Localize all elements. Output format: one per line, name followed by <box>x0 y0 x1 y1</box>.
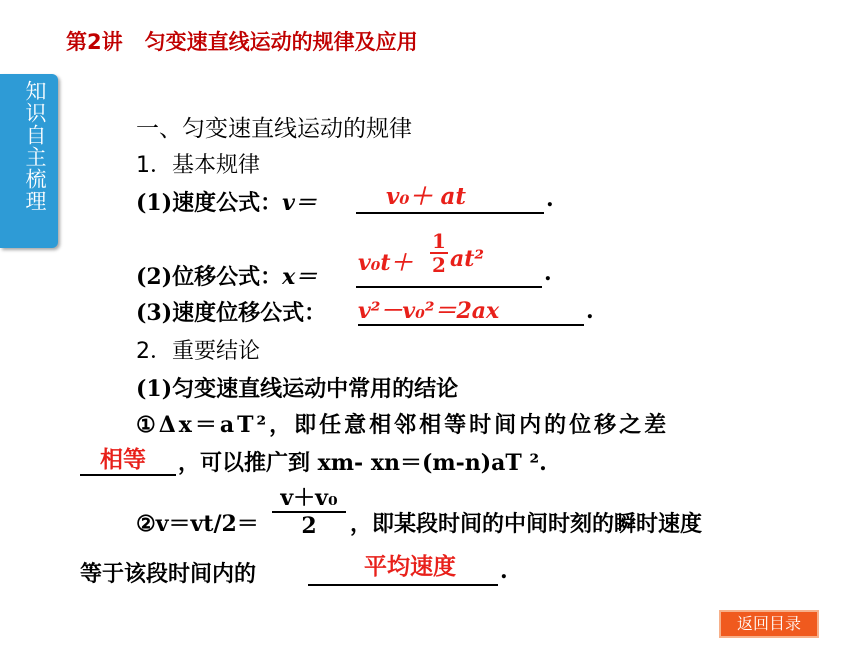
vd-label: (3)速度位移公式： <box>136 300 327 326</box>
displacement-var: x＝ <box>282 264 318 290</box>
displacement-blank <box>356 286 542 288</box>
conclusion-2-tail: ，即某段时间的中间时刻的瞬时速度 <box>350 511 703 537</box>
c2-fraction-denominator: 2 <box>301 513 317 539</box>
conclusion-1-answer: 相等 <box>100 447 146 473</box>
conclusion-2-fraction <box>272 486 346 538</box>
c2-fraction-numerator: v＋v₀ <box>280 485 338 511</box>
conclusion-1-tail: ，可以推广到 xm- xn＝(m-n)aT ². <box>178 450 547 476</box>
vd-answer: v²－v₀²＝2ax <box>358 298 500 324</box>
velocity-blank <box>356 212 544 214</box>
conclusion-1-text: ①Δx＝aT²，即任意相邻相等时间内的位移之差 <box>136 412 670 438</box>
lecture-number: 第2讲 <box>66 30 123 54</box>
displacement-answer-a: v₀t＋ <box>358 250 413 276</box>
velocity-formula-line <box>136 186 317 217</box>
subheading-conclusions: 2．重要结论 <box>136 339 260 364</box>
fraction-numerator: 1 <box>432 229 446 253</box>
period-1: . <box>546 186 554 212</box>
displacement-answer-b: at² <box>450 246 485 272</box>
period-4: . <box>500 558 508 584</box>
displacement-fraction <box>430 230 448 276</box>
side-tab-label: 知识自主梳理 <box>23 80 47 212</box>
displacement-formula-line <box>136 260 317 291</box>
velocity-label: (1)速度公式： <box>136 190 283 216</box>
fraction-denominator: 2 <box>432 253 446 277</box>
velocity-var: v＝ <box>282 190 317 216</box>
period-3: . <box>586 298 594 324</box>
side-tab-knowledge[interactable] <box>0 74 58 248</box>
conclusion-heading: (1)匀变速直线运动中常用的结论 <box>136 376 459 402</box>
conclusion-2-line2: 等于该段时间内的 <box>80 561 257 587</box>
lecture-title: 匀变速直线运动的规律及应用 <box>144 30 418 54</box>
conclusion-2-answer: 平均速度 <box>364 554 456 580</box>
velocity-answer: v₀＋ at <box>386 183 466 210</box>
conclusion-1-blank <box>80 474 176 476</box>
subheading-basic-rules: 1．基本规律 <box>136 153 260 178</box>
displacement-label: (2)位移公式： <box>136 264 283 290</box>
back-to-contents-button[interactable]: 返回目录 <box>719 610 819 638</box>
page-title <box>66 26 418 56</box>
period-2: . <box>544 260 552 286</box>
conclusion-2-blank <box>308 584 498 586</box>
section-heading: 一、匀变速直线运动的规律 <box>136 116 412 142</box>
conclusion-2-lead: ②v＝vt/2＝ <box>136 511 259 537</box>
